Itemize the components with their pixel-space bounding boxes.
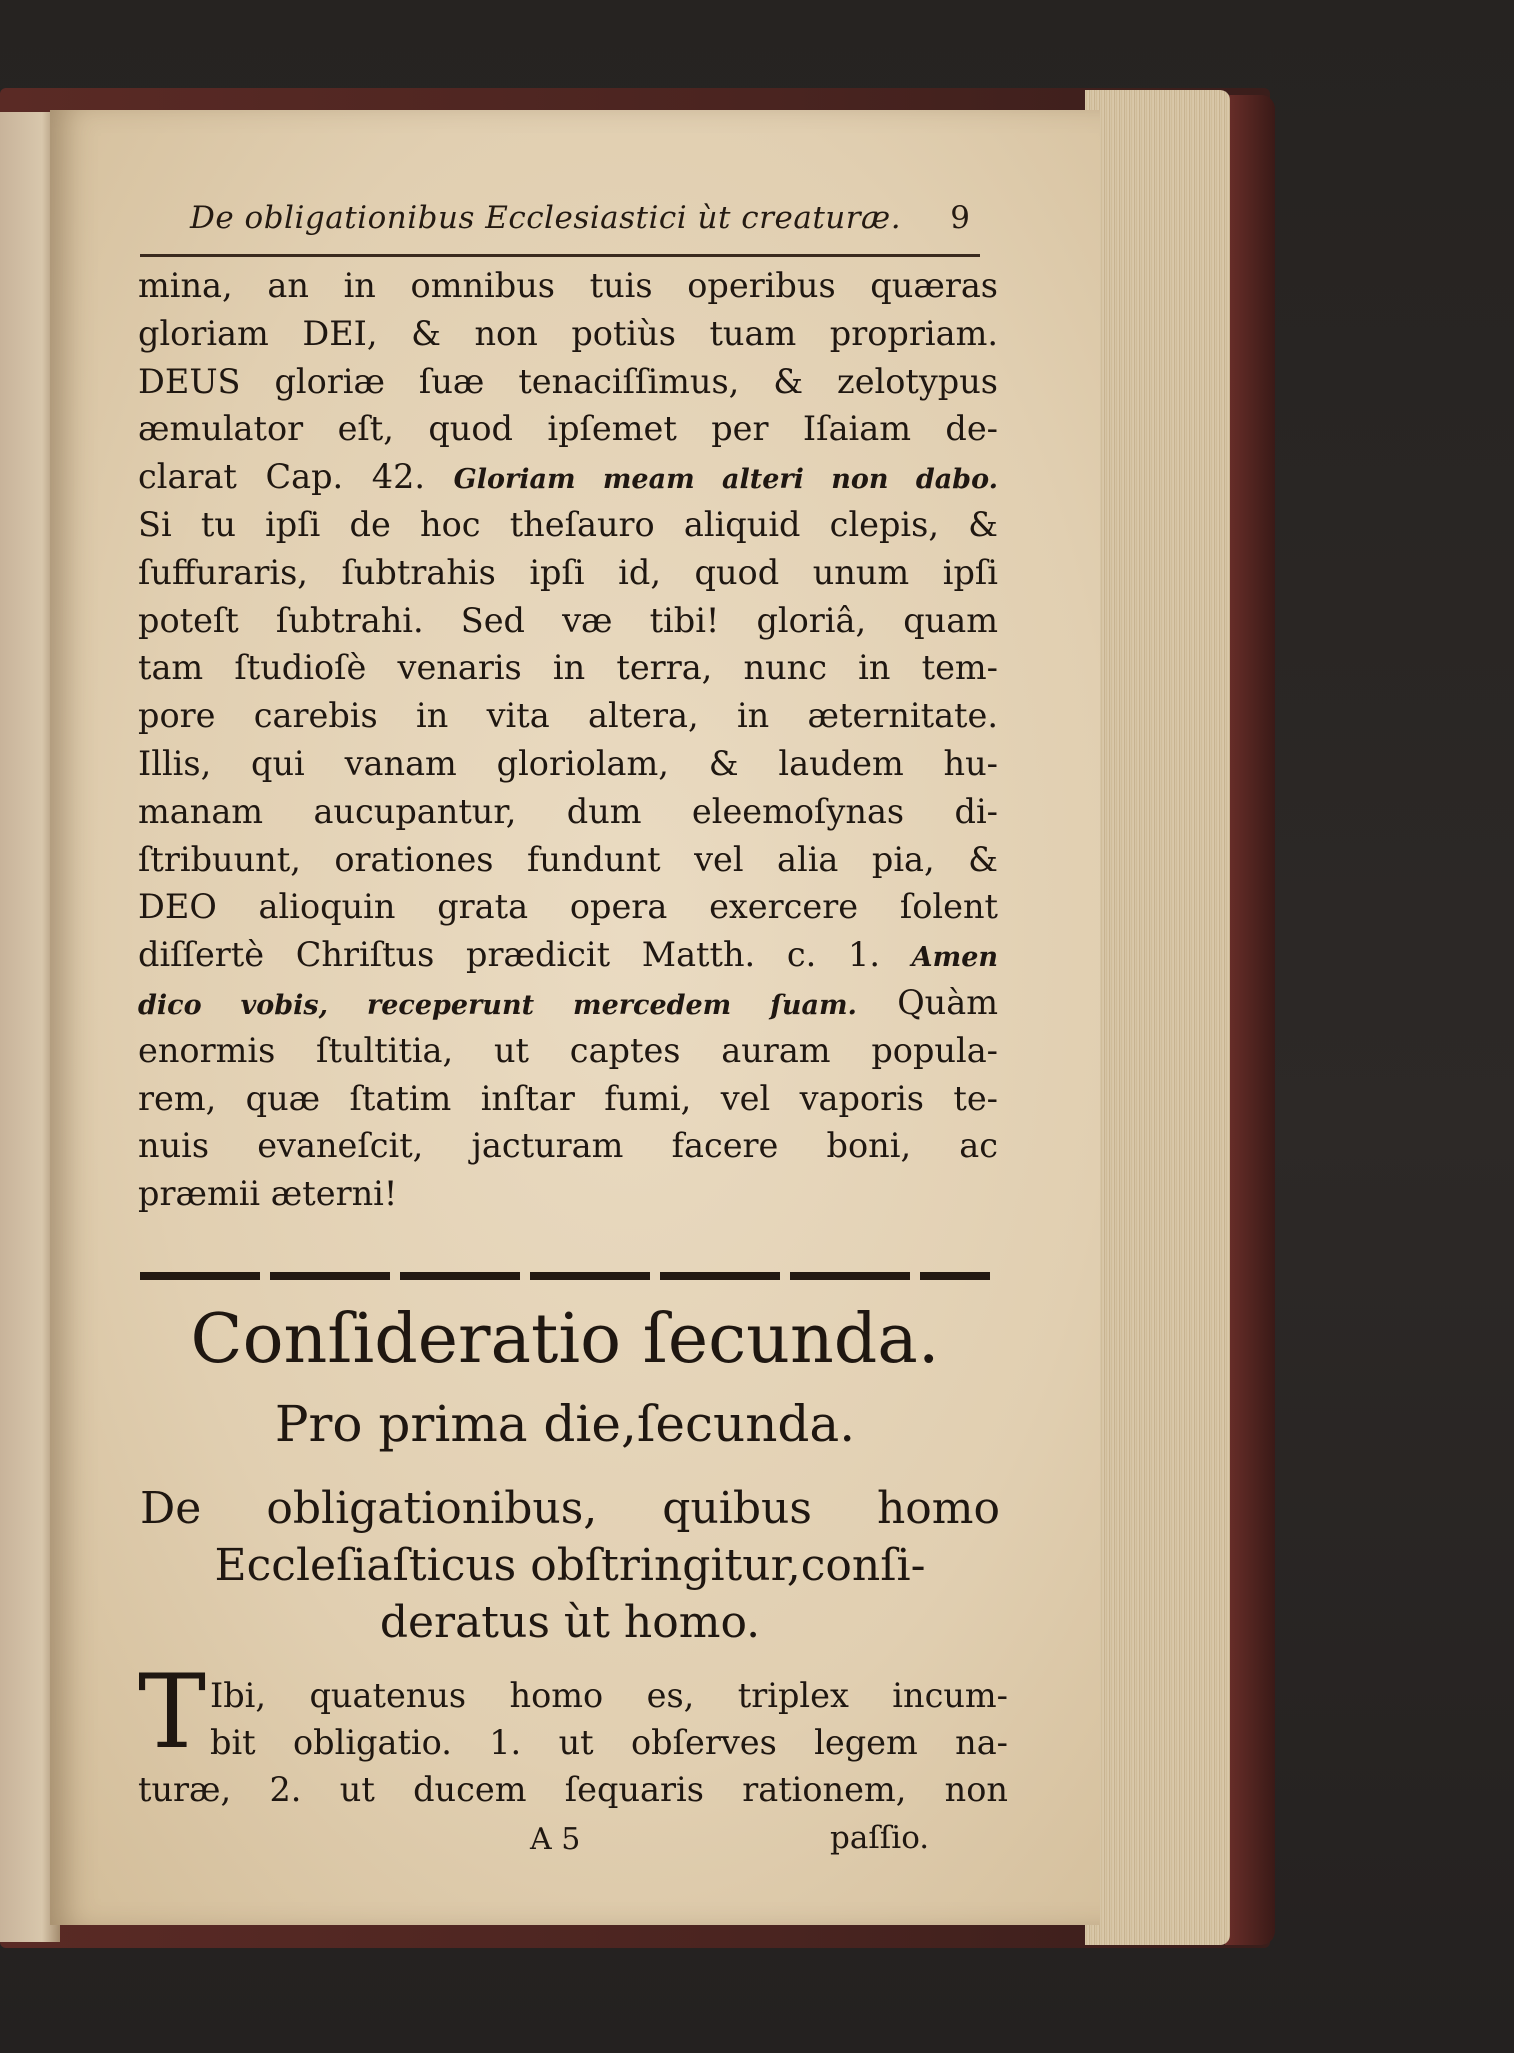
text-line: DEUS gloriæ ſuæ tenaciſſimus, & zelotypus — [138, 361, 998, 401]
text-line: bit obligatio. 1. ut obſerves legem na- — [210, 1723, 1008, 1762]
header-rule — [140, 254, 980, 257]
text-span: diſſertè Chriſtus prædicit Matth. c. 1. — [138, 935, 880, 975]
scripture-quote: Gloriam meam alteri non dabo. — [453, 464, 999, 496]
section-subheading: Pro prima die,ſecunda. — [274, 1395, 856, 1453]
opening-paragraph — [138, 1653, 1008, 1813]
catchword: paſſio. — [830, 1820, 930, 1856]
running-title: De obligationibus Ecclesiastici ùt creaturæ. — [190, 200, 902, 236]
text-line: Ibi, quatenus homo es, triplex incum- — [210, 1676, 1008, 1715]
book-back-cover — [1225, 95, 1275, 1945]
scripture-quote: Amen — [911, 942, 998, 974]
section-heading: Conſideratio ſecunda. — [190, 1300, 940, 1379]
scripture-quote: dico vobis, receperunt mercedem ſuam. — [138, 989, 857, 1021]
text-line — [138, 931, 998, 979]
summary-line: De obligationibus, quibus homo — [140, 1483, 1000, 1534]
text-line: ſtribuunt, orationes fundunt vel alia pia, & — [138, 839, 998, 879]
text-line: gloriam DEI, & non potiùs tuam propriam. — [138, 313, 998, 353]
ornamental-rule — [140, 1272, 990, 1280]
page-number: 9 — [950, 200, 970, 236]
text-line — [138, 979, 998, 1027]
text-line: poteſt ſubtrahi. Sed væ tibi! gloriâ, quam — [138, 600, 998, 640]
text-line — [138, 453, 998, 501]
text-line: manam aucupantur, dum eleemoſynas di- — [138, 791, 998, 831]
text-line: Si tu ipſi de hoc theſauro aliquid clepis, & — [138, 504, 998, 544]
text-line: DEO alioquin grata opera exercere ſolent — [138, 887, 998, 927]
summary-line: Eccleſiaſticus obſtringitur,conſi- — [214, 1540, 926, 1591]
text-span: clarat Cap. 42. — [138, 457, 426, 497]
text-line: præmii æterni! — [138, 1174, 398, 1214]
text-span: Quàm — [897, 982, 998, 1022]
text-line: nuis evaneſcit, jacturam facere boni, ac — [138, 1126, 998, 1166]
body-paragraph — [138, 262, 998, 1218]
text-line: enormis ſtultitia, ut captes auram popula- — [138, 1030, 998, 1070]
running-header — [140, 200, 980, 248]
drop-capital: T — [138, 1653, 207, 1772]
text-line: Illis, qui vanam gloriolam, & laudem hu- — [138, 743, 998, 783]
section-summary — [140, 1480, 1000, 1651]
text-line: tam ſtudioſè venaris in terra, nunc in tem- — [138, 648, 998, 688]
text-line: æmulator eſt, quod ipſemet per Iſaiam de- — [138, 409, 998, 449]
page-block-edge — [1085, 90, 1230, 1945]
signature-mark: A 5 — [530, 1822, 581, 1857]
text-line: ſuffuraris, ſubtrahis ipſi id, quod unum ipſi — [138, 552, 998, 592]
text-line: pore carebis in vita altera, in æternitate. — [138, 696, 998, 736]
text-line: mina, an in omnibus tuis operibus quæras — [138, 266, 998, 305]
text-line: turæ, 2. ut ducem ſequaris rationem, non — [138, 1770, 1008, 1809]
text-line: rem, quæ ſtatim inſtar fumi, vel vaporis te- — [138, 1078, 998, 1118]
summary-line: deratus ùt homo. — [379, 1597, 761, 1648]
